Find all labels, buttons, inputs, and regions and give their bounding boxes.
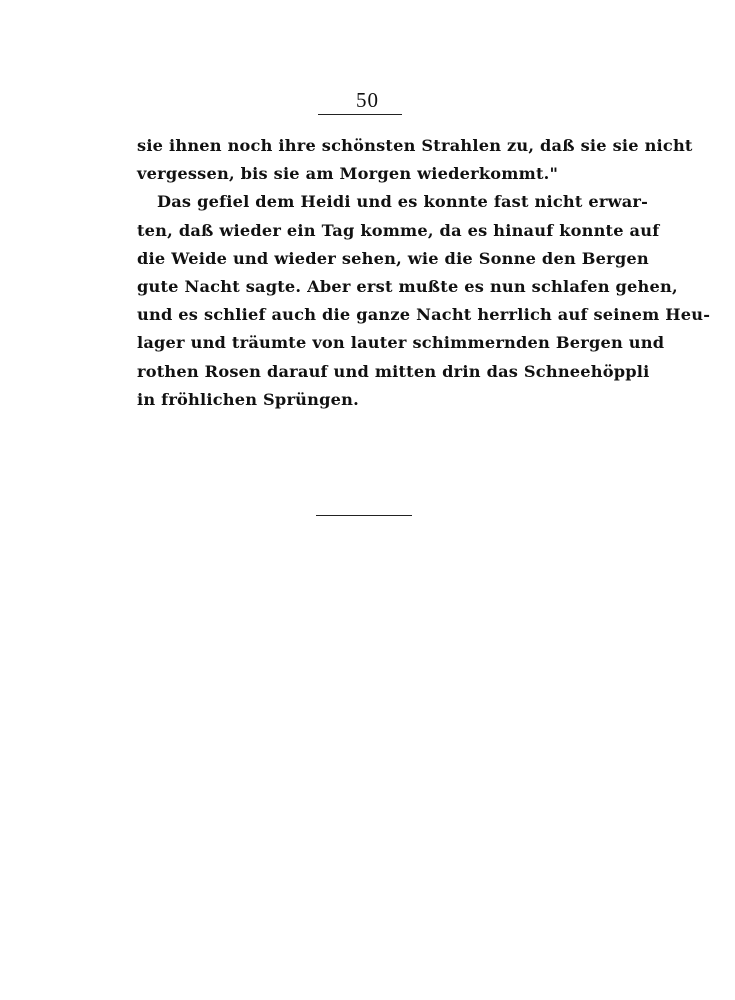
text-line: die Weide und wieder sehen, wie die Sonne den Bergen — [137, 248, 649, 268]
end-of-chapter-rule — [316, 515, 412, 516]
text-line: rothen Rosen darauf und mitten drin das Schneehöppli — [137, 361, 650, 381]
text-line: gute Nacht sagte. Aber erst mußte es nun schlafen gehen, — [137, 276, 678, 296]
body-text — [137, 132, 711, 414]
header-rule — [318, 114, 402, 115]
page-number: 50 — [356, 88, 379, 112]
text-line: Das gefiel dem Heidi und es konnte fast nicht erwar- — [157, 192, 649, 212]
text-line: sie ihnen noch ihre schönsten Strahlen zu, daß sie sie nicht — [137, 136, 693, 155]
text-line: in fröhlichen Sprüngen. — [137, 389, 359, 409]
text-line: lager und träumte von lauter schimmernden Bergen und — [137, 333, 665, 353]
text-line: ten, daß wieder ein Tag komme, da es hinauf konnte auf — [137, 220, 660, 240]
text-line: und es schlief auch die ganze Nacht herrlich auf seinem Heu- — [137, 305, 711, 325]
text-line: vergessen, bis sie am Morgen wiederkommt." — [137, 164, 559, 184]
